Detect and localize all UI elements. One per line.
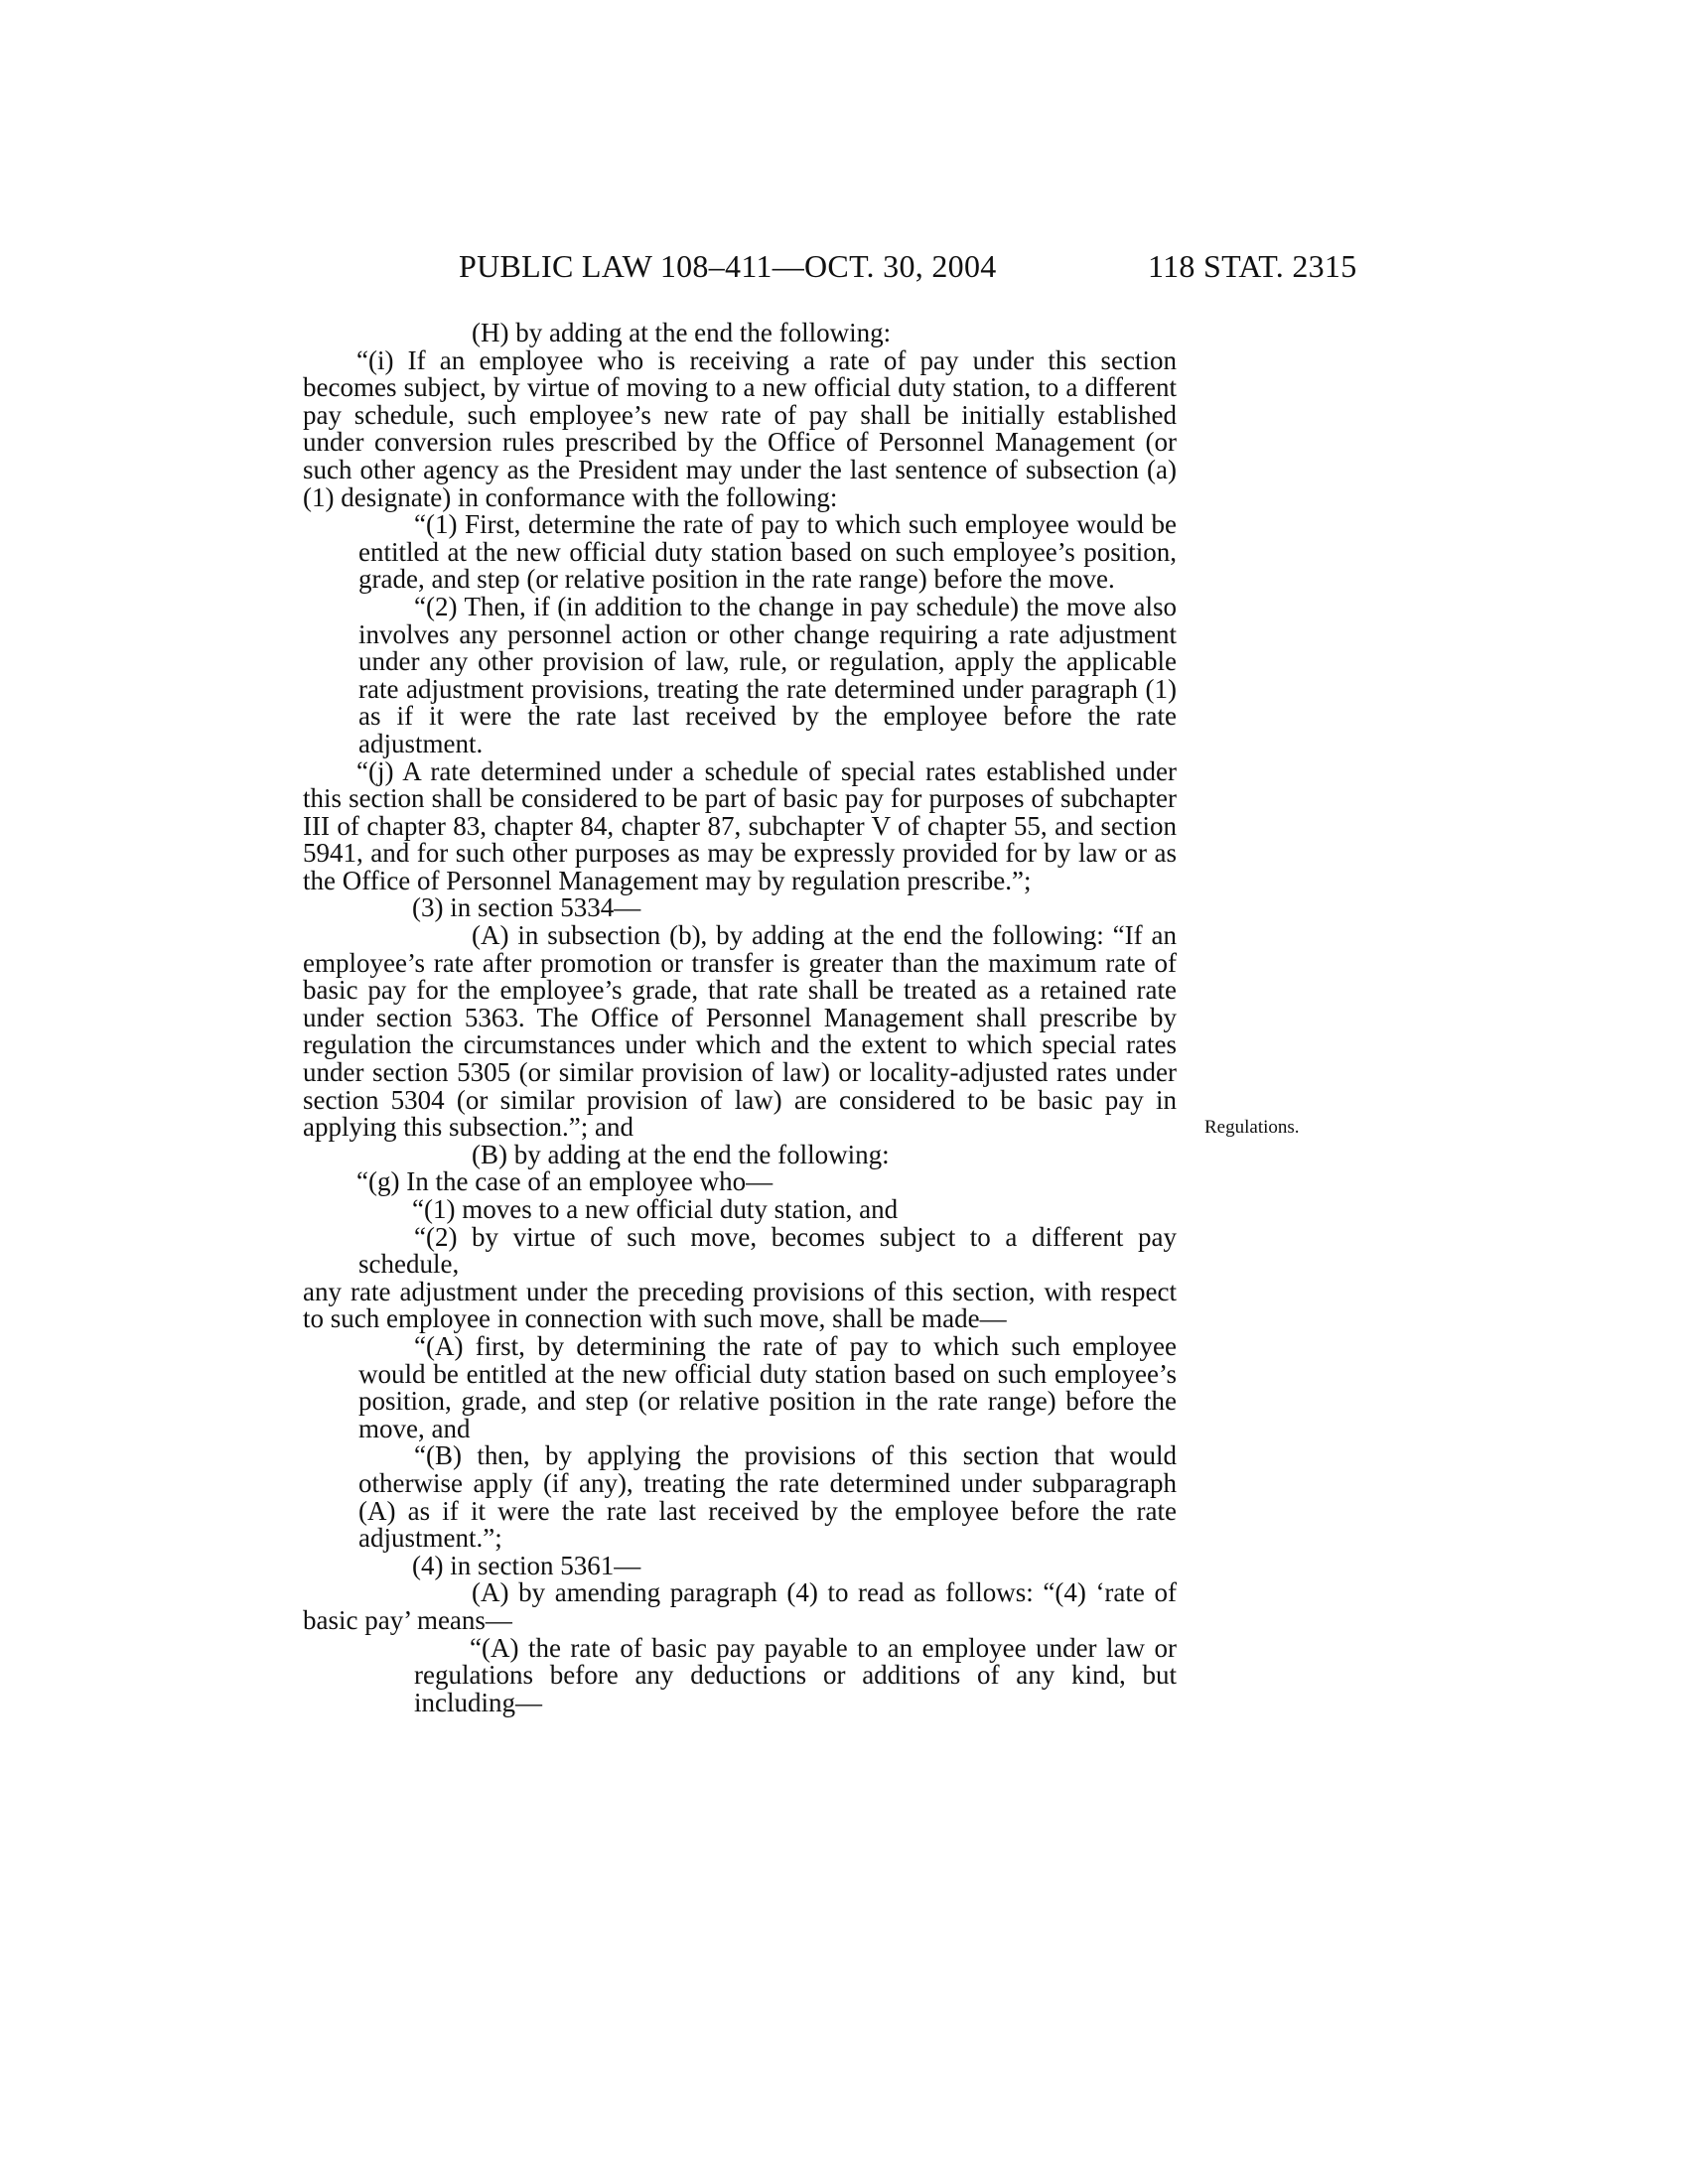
paragraph-4: (4) in section 5361— xyxy=(412,1550,641,1580)
document-body xyxy=(303,320,1177,1716)
paragraph-4-a: (A) by amending paragraph (4) to read as follows: “(4) ‘rate of basic pay’ means— xyxy=(303,1577,1177,1635)
paragraph-g: “(g) In the case of an employee who— xyxy=(356,1166,774,1197)
paragraph-g-flush: any rate adjustment under the preceding provisions of this section, with respect to such employee in connection with such move, shall be made— xyxy=(303,1276,1177,1334)
margin-note-regulations: Regulations. xyxy=(1204,1117,1300,1138)
page-header-title: PUBLIC LAW 108–411—OCT. 30, 2004 xyxy=(459,248,997,284)
paragraph-g-a: “(A) first, by determining the rate of pay to which such employee would be entitled at the new official duty station based on such employee’s position, grade, and step (or relative position in the rate range) before the move, and xyxy=(358,1330,1177,1443)
paragraph-g-b: “(B) then, by applying the provisions of this section that would otherwise apply (if any), treating the rate determined under subparagraph (A) as if it were the rate last received by the employee before the rate adjustment.”; xyxy=(358,1440,1177,1554)
paragraph-i-2: “(2) Then, if (in addition to the change in pay schedule) the move also involves any personnel action or other change requiring a rate adjustment under any other provision of law, rule, or regulation, apply the applicable rate adjustment provisions, treating the rate determined under paragraph (1) as if it were the rate last received by the employee before the rate adjustment. xyxy=(358,591,1177,758)
paragraph-g-1: “(1) moves to a new official duty station, and xyxy=(412,1194,899,1224)
paragraph-i-1: “(1) First, determine the rate of pay to which such employee would be entitled at the new official duty station based on such employee’s position, grade, and step (or relative position in the rate range) before the move. xyxy=(358,509,1177,595)
paragraph-4-a-a: “(A) the rate of basic pay payable to an employee under law or regulations before any deductions or additions of any kind, but including— xyxy=(414,1632,1177,1717)
paragraph-j: “(j) A rate determined under a schedule of special rates established under this section shall be considered to be part of basic pay for purposes of subchapter III of chapter 83, chapter 84, chapter 87, subchapter V of chapter 55, and section 5941, and for such other purposes as may be expressly provided for by law or as the Office of Personnel Management may by regulation prescribe.”; xyxy=(303,755,1177,895)
paragraph-i: “(i) If an employee who is receiving a rate of pay under this section becomes subject, by virtue of moving to a new official duty station, to a different pay schedule, such employee’s new rate of pay shall be initially established under conversion rules prescribed by the Office of Personnel Management (or such other agency as the President may under the last sentence of subsection (a)(1) designate) in conformance with the following: xyxy=(303,344,1177,512)
paragraph-3: (3) in section 5334— xyxy=(412,892,641,923)
page-header-stat: 118 STAT. 2315 xyxy=(1148,248,1357,284)
paragraph-3-b: (B) by adding at the end the following: xyxy=(472,1139,890,1169)
paragraph-3-a: (A) in subsection (b), by adding at the end the following: “If an employee’s rate after promotion or transfer is greater than the maximum rate of basic pay for the employee’s grade, that rate shall be treated as a retained rate under section 5363. The Office of Personnel Management shall prescribe by regulation the circumstances under which and the extent to which special rates under section 5305 (or similar provision of law) or locality-adjusted rates under section 5304 (or similar provision of law) are considered to be basic pay in applying this subsection.”; and xyxy=(303,920,1177,1143)
paragraph-g-2: “(2) by virtue of such move, becomes subject to a different pay schedule, xyxy=(358,1221,1177,1280)
paragraph-h: (H) by adding at the end the following: xyxy=(472,318,892,347)
